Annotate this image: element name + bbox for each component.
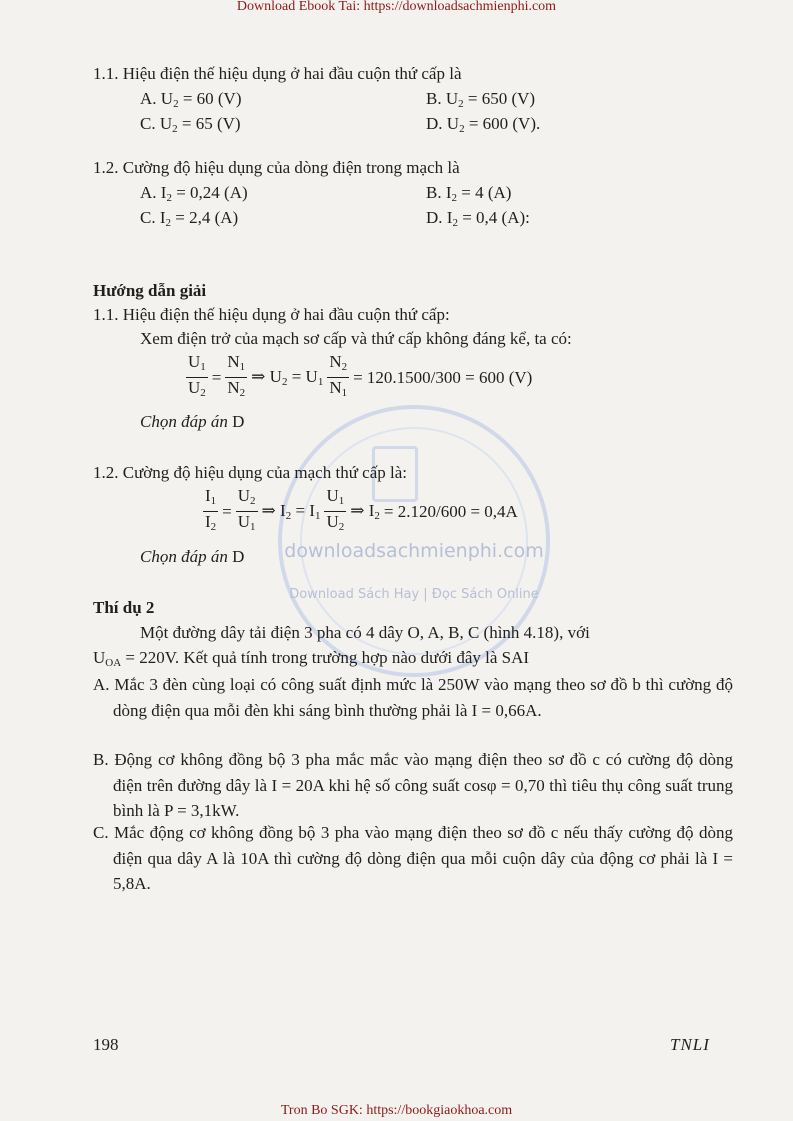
example-2-intro-line2: $U_{OA} = 220V$. Kết quả tính trong trường hợp nào dưới đây là SAI [93, 648, 530, 669]
watermark-site: downloadsachmienphi.com [284, 540, 544, 562]
q12-option-d: D. $I_2 = 0,4$ (A): [426, 208, 530, 229]
q11-option-b: B. $U_2 = 650$ (V) [426, 89, 536, 110]
choose-answer-12: Chọn đáp án D [140, 547, 245, 566]
example-2-option-c: C. Mắc động cơ không đồng bộ 3 pha vào mạng điện theo sơ đồ c nếu thấy cường độ dòng điện qua dây A là 10A thì cường độ dòng điện qua mỗi cuộn dây của động cơ phải là I = 5,8A. [93, 823, 733, 893]
example-2-option-b: B. Động cơ không đồng bộ 3 pha mắc mắc vào mạng điện theo sơ đồ c có cường độ dòng điện trên đường dây là I = 20A khi hệ số công suất cosφ = 0,70 thì tiêu thụ công suất trung bình là P = 3,1kW. [93, 750, 733, 820]
q11-option-c: C. $U_2 = 65$ (V) [140, 114, 241, 135]
q12-stem: 1.2. Cường độ hiệu dụng của dòng điện trong mạch là [93, 158, 460, 177]
q11-stem: 1.1. Hiệu điện thế hiệu dụng ở hai đầu cuộn thứ cấp là [93, 64, 462, 83]
publisher-mark: TNLI [670, 1035, 710, 1054]
solution-heading: Hướng dẫn giải [93, 281, 207, 300]
q12-option-a: A. $I_2 = 0,24$ (A) [140, 183, 248, 204]
solution-11-text: Xem điện trở của mạch sơ cấp và thứ cấp không đáng kể, ta có: [140, 329, 572, 348]
q12-option-c: C. $I_2 = 2,4$ (A) [140, 208, 239, 229]
equation-current-result: = 2.120/600 = 0,4A [383, 501, 518, 521]
example-2-intro-line1: Một đường dây tải điện 3 pha có 4 dây O, A, B, C (hình 4.18), với [140, 623, 590, 642]
solution-12-title: 1.2. Cường độ hiệu dụng của mạch thứ cấp là: [93, 463, 407, 482]
q11-option-a: A. $U_2 = 60$ (V) [140, 89, 242, 110]
q11-option-d: D. $U_2 = 600$ (V). [426, 114, 541, 135]
header-download-link[interactable]: Download Ebook Tai: https://downloadsachmienphi.com [236, 0, 557, 14]
example-2-heading: Thí dụ 2 [93, 598, 155, 617]
footer-sgk-link[interactable]: Tron Bo SGK: https://bookgiaokhoa.com [280, 1103, 513, 1118]
equation-voltage-ratio: $\frac{U_1}{U_2}$ = $\frac{N_1}{N_2}$ ⇒ $U_2 = U_1$ $\frac{N_2}{N_1}$ = 120.1500/300 = 600 (V) [188, 352, 533, 399]
choose-answer-11: Chọn đáp án D [140, 412, 245, 431]
example-2-option-a: A. Mắc 3 đèn cùng loại có công suất định mức là 250W vào mạng theo sơ đồ b thì cường độ dòng điện qua mỗi đèn khi sáng bình thường phải là I = 0,66A. [93, 675, 733, 720]
equation-voltage-result: = 120.1500/300 = 600 (V) [353, 367, 533, 387]
q12-option-b: B. $I_2 = 4$ (A) [426, 183, 512, 204]
equation-current-ratio: $\frac{I_1}{I_2}$ = $\frac{U_2}{U_1}$ ⇒ $I_2 = I_1$ $\frac{U_1}{U_2}$ ⇒ $I_2$ = 2.120/600 = 0,4A [205, 486, 518, 533]
solution-11-title: 1.1. Hiệu điện thế hiệu dụng ở hai đầu cuộn thứ cấp: [93, 305, 450, 324]
page-number: 198 [93, 1035, 119, 1054]
watermark-tagline: Download Sách Hay | Đọc Sách Online [289, 587, 539, 602]
